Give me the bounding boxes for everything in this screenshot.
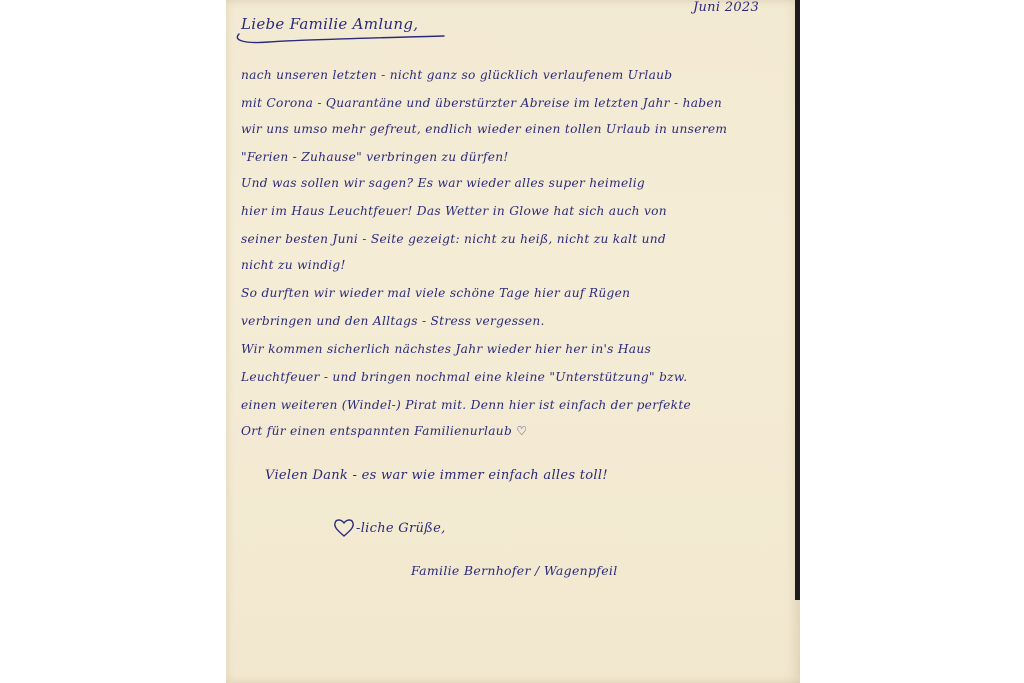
letter-line: wir uns umso mehr gefreut, endlich wieder einen tollen Urlaub in unserem [241,122,728,136]
letter-line: Ort für einen entspannten Familienurlaub ♡ [241,424,528,438]
letter-line: seiner besten Juni - Seite gezeigt: nicht zu heiß, nicht zu kalt und [241,232,666,246]
salutation-underline-swash [229,28,449,48]
letter-date: Juni 2023 [693,0,760,15]
closing-text: -liche Grüße, [356,520,446,536]
letter-closing [333,518,446,538]
letter-line: Leuchtfeuer - und bringen nochmal eine kleine "Unterstützung" bzw. [241,370,688,384]
paper-edge-shadow [795,0,800,600]
letter-line: hier im Haus Leuchtfeuer! Das Wetter in Glowe hat sich auch von [241,204,667,218]
letter-thanks: Vielen Dank - es war wie immer einfach alles toll! [265,468,608,483]
letter-line: So durften wir wieder mal viele schöne Tage hier auf Rügen [241,286,631,300]
letter-salutation: Liebe Familie Amlung, [241,15,419,33]
letter-line: verbringen und den Alltags - Stress vergessen. [241,314,545,328]
letter-line: nicht zu windig! [241,258,346,272]
letter-line: "Ferien - Zuhause" verbringen zu dürfen! [241,150,509,164]
letter-line: Wir kommen sicherlich nächstes Jahr wieder hier her in's Haus [241,342,652,356]
letter-line: nach unseren letzten - nicht ganz so glücklich verlaufenem Urlaub [241,68,673,82]
letter-line: mit Corona - Quarantäne und überstürzter Abreise im letzten Jahr - haben [241,96,723,110]
letter-line: einen weiteren (Windel-) Pirat mit. Denn hier ist einfach der perfekte [241,398,692,412]
heart-icon [333,518,355,538]
letter-line: Und was sollen wir sagen? Es war wieder alles super heimelig [241,176,645,190]
letter-signature: Familie Bernhofer / Wagenpfeil [411,563,618,578]
